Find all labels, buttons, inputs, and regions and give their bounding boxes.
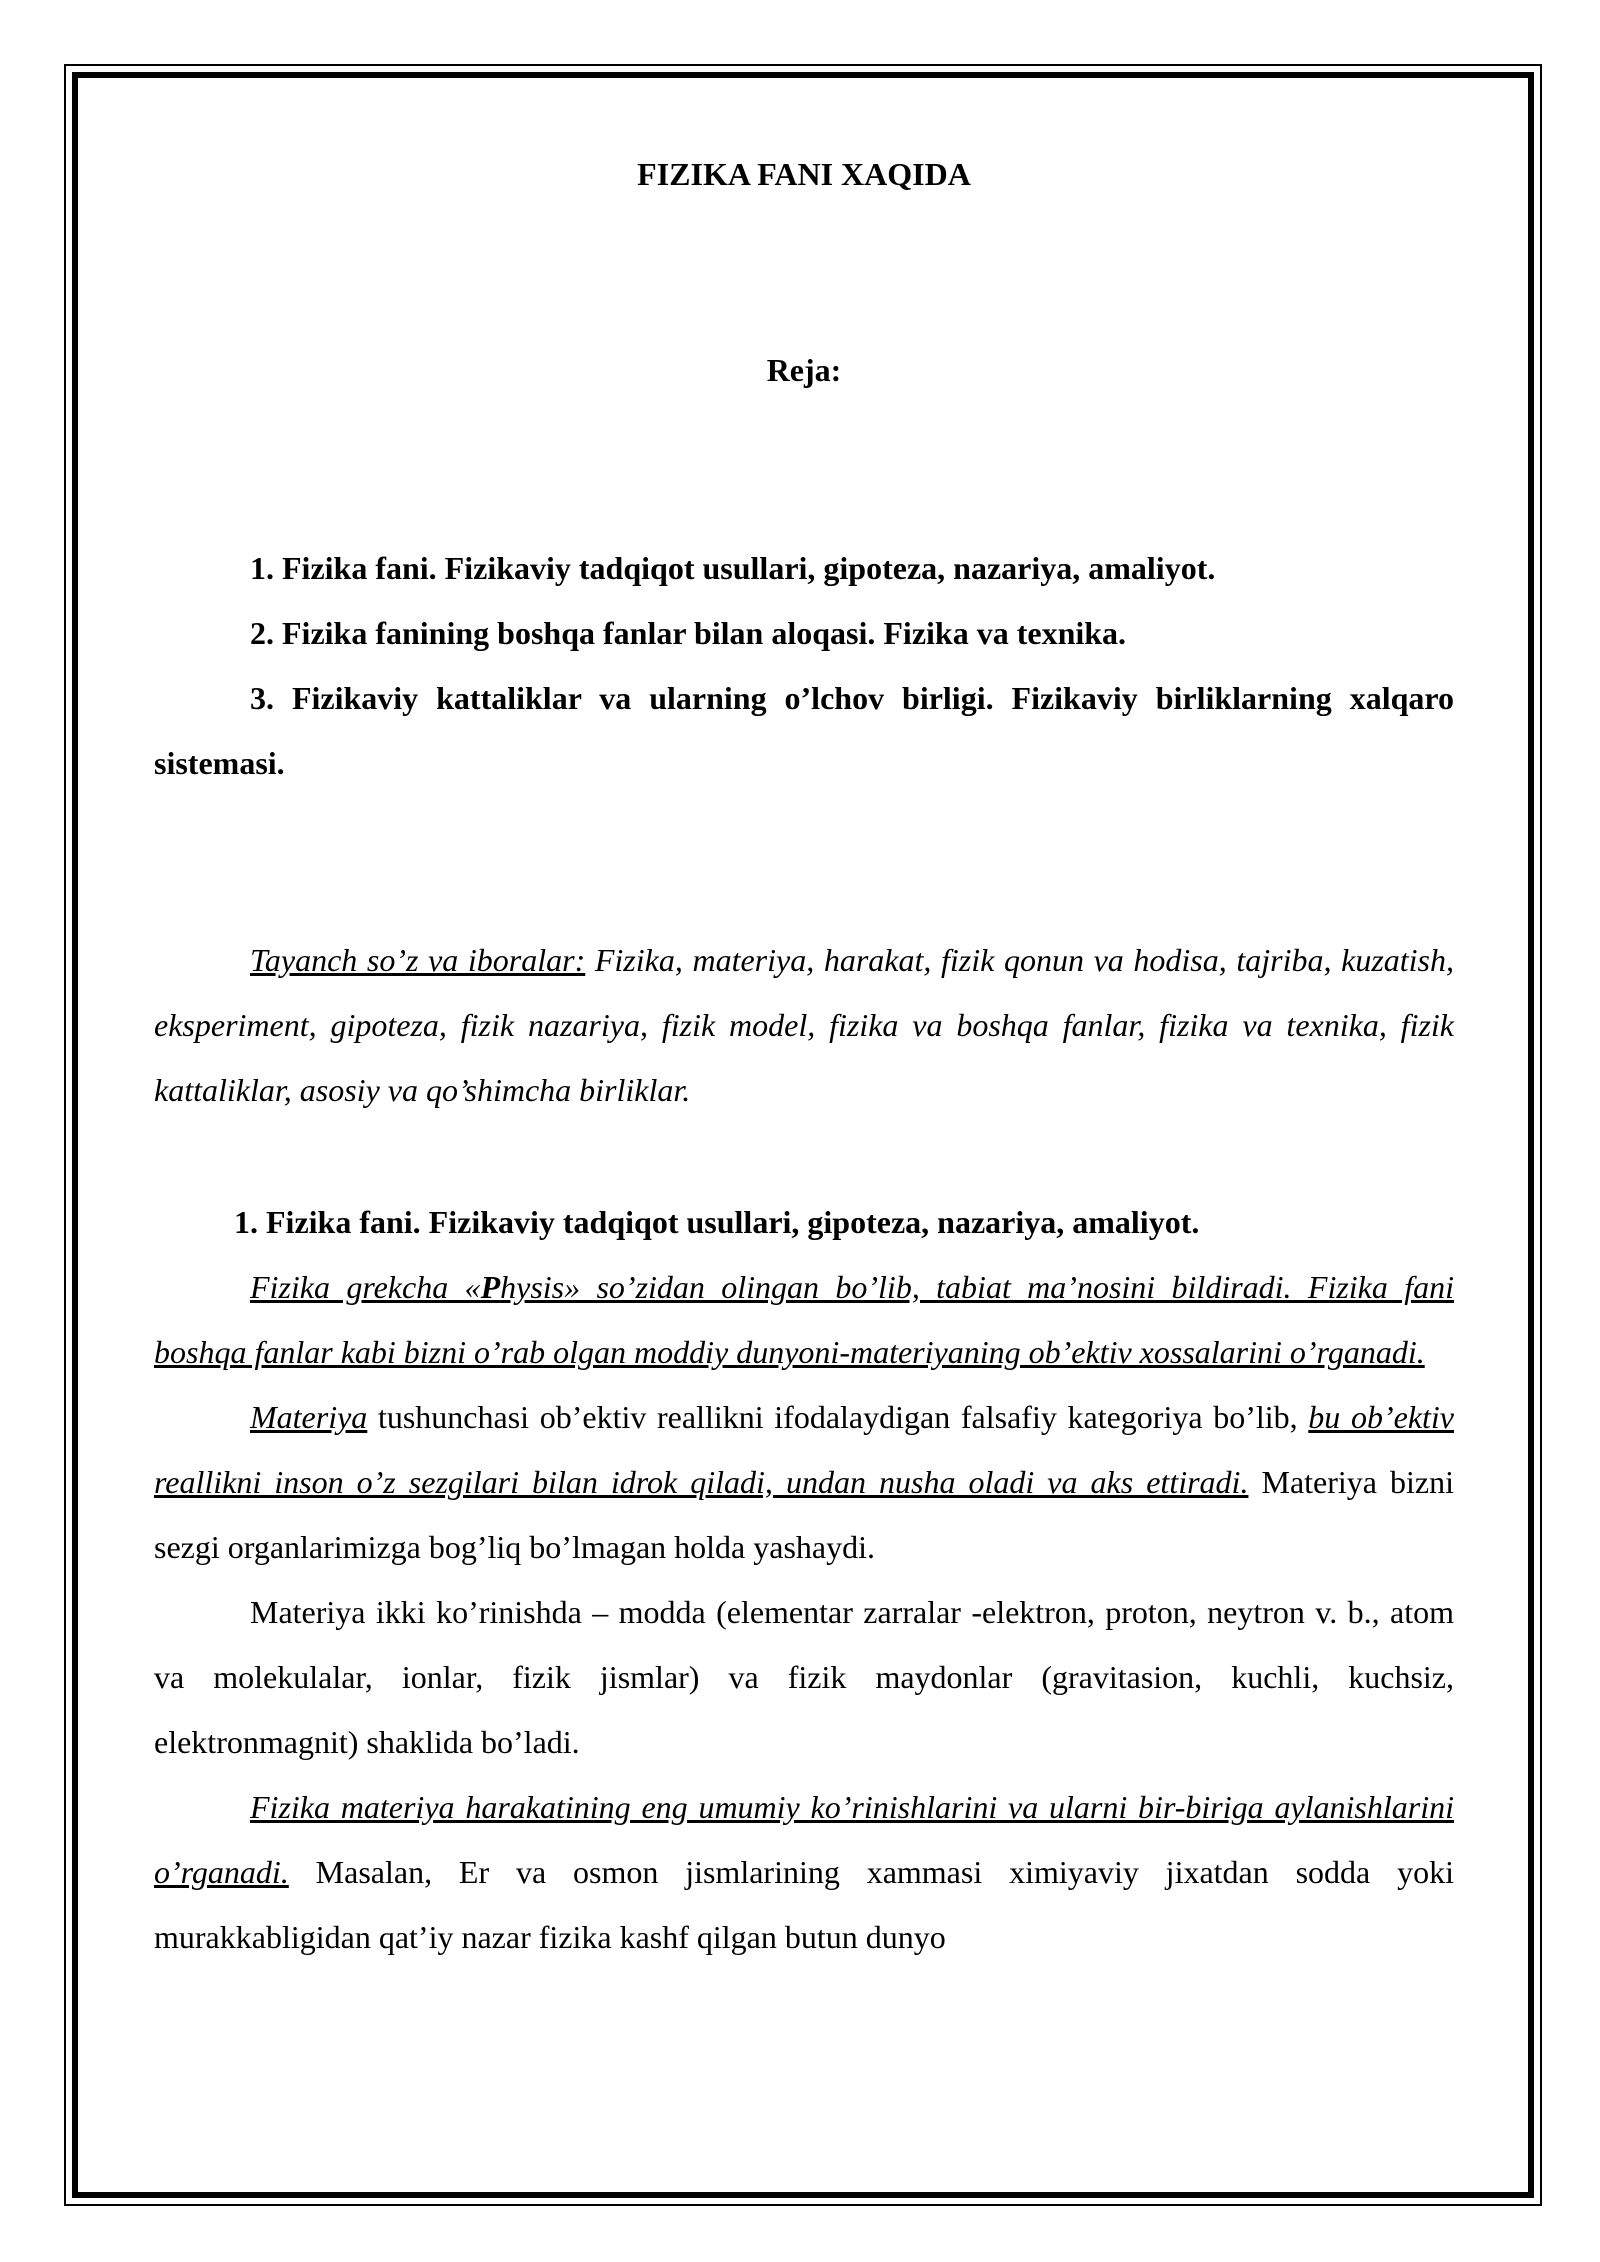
- keywords-label: Tayanch so’z va iboralar:: [250, 942, 586, 978]
- p1-text-bold: P: [480, 1269, 501, 1305]
- p1-text-a: Fizika grekcha «: [250, 1269, 481, 1305]
- plan-heading: Reja:: [766, 352, 842, 388]
- p4-text-a: Fizika materiya harakatining eng umumiy ko’rinishlarini va ularni bir-biriga aylanishlarini o’rganadi.: [154, 1789, 1454, 1890]
- keywords-paragraph: [154, 928, 1454, 1123]
- paragraph-physics-definition: [154, 1255, 1454, 1385]
- p4-text-b: Masalan, Er va osmon jismlarining xammasi ximiyaviy jixatdan sodda yoki murakkabligidan qat’iy nazar fizika kashf qilgan butun dunyo: [154, 1854, 1454, 1955]
- plan-item: 3. Fizikaviy kattaliklar va ularning o’lchov birligi. Fizikaviy birliklarning xalqaro sistemasi.: [154, 680, 1454, 781]
- section-1: [154, 1190, 1454, 1970]
- paragraph-physics-motion: [154, 1775, 1454, 1970]
- section-1-heading: 1. Fizika fani. Fizikaviy tadqiqot usullari, gipoteza, nazariya, amaliyot.: [234, 1204, 1200, 1240]
- p2-text-b: tushunchasi ob’ektiv reallikni ifodalaydigan falsafiy kategoriya bo’lib,: [367, 1399, 1309, 1435]
- plan-list: [154, 536, 1454, 796]
- p2-text-d: Materiya bizni sezgi organlarimizga bog’liq bo’lmagan holda yashaydi.: [154, 1464, 1455, 1565]
- document-title: FIZIKA FANI XAQIDA: [637, 156, 971, 192]
- plan-item: 1. Fizika fani. Fizikaviy tadqiqot usullari, gipoteza, nazariya, amaliyot.: [250, 550, 1216, 586]
- p1-text-c: hysis» so’zidan olingan bo’lib, tabiat ma’nosini bildiradi. Fizika fani boshqa fanlar kabi bizni o’rab olgan moddiy dunyoni-materiyaning ob’ektiv xossalarini o’rganadi.: [154, 1269, 1455, 1370]
- plan-item: 2. Fizika fanining boshqa fanlar bilan aloqasi. Fizika va texnika.: [250, 615, 1127, 651]
- paragraph-materiya-forms: Materiya ikki ko’rinishda – modda (elementar zarralar -elektron, proton, neytron v. b., atom va molekulalar, ionlar, fizik jismlar) va fizik maydonlar (gravitasion, kuchli, kuchsiz, elektronmagnit) shaklida bo’ladi.: [154, 1594, 1454, 1760]
- keywords-text: Fizika, materiya, harakat, fizik qonun va hodisa, tajriba, kuzatish, eksperiment, gipoteza, fizik nazariya, fizik model, fizika va boshqa fanlar, fizika va texnika, fizik kattaliklar, asosiy va qo’shimcha birliklar.: [154, 942, 1455, 1108]
- paragraph-materiya: [154, 1385, 1454, 1580]
- p2-term: Materiya: [250, 1399, 368, 1435]
- p2-text-c: bu ob’ektiv reallikni inson o’z sezgilari bilan idrok qiladi, undan nusha oladi va aks ettiradi.: [154, 1399, 1455, 1500]
